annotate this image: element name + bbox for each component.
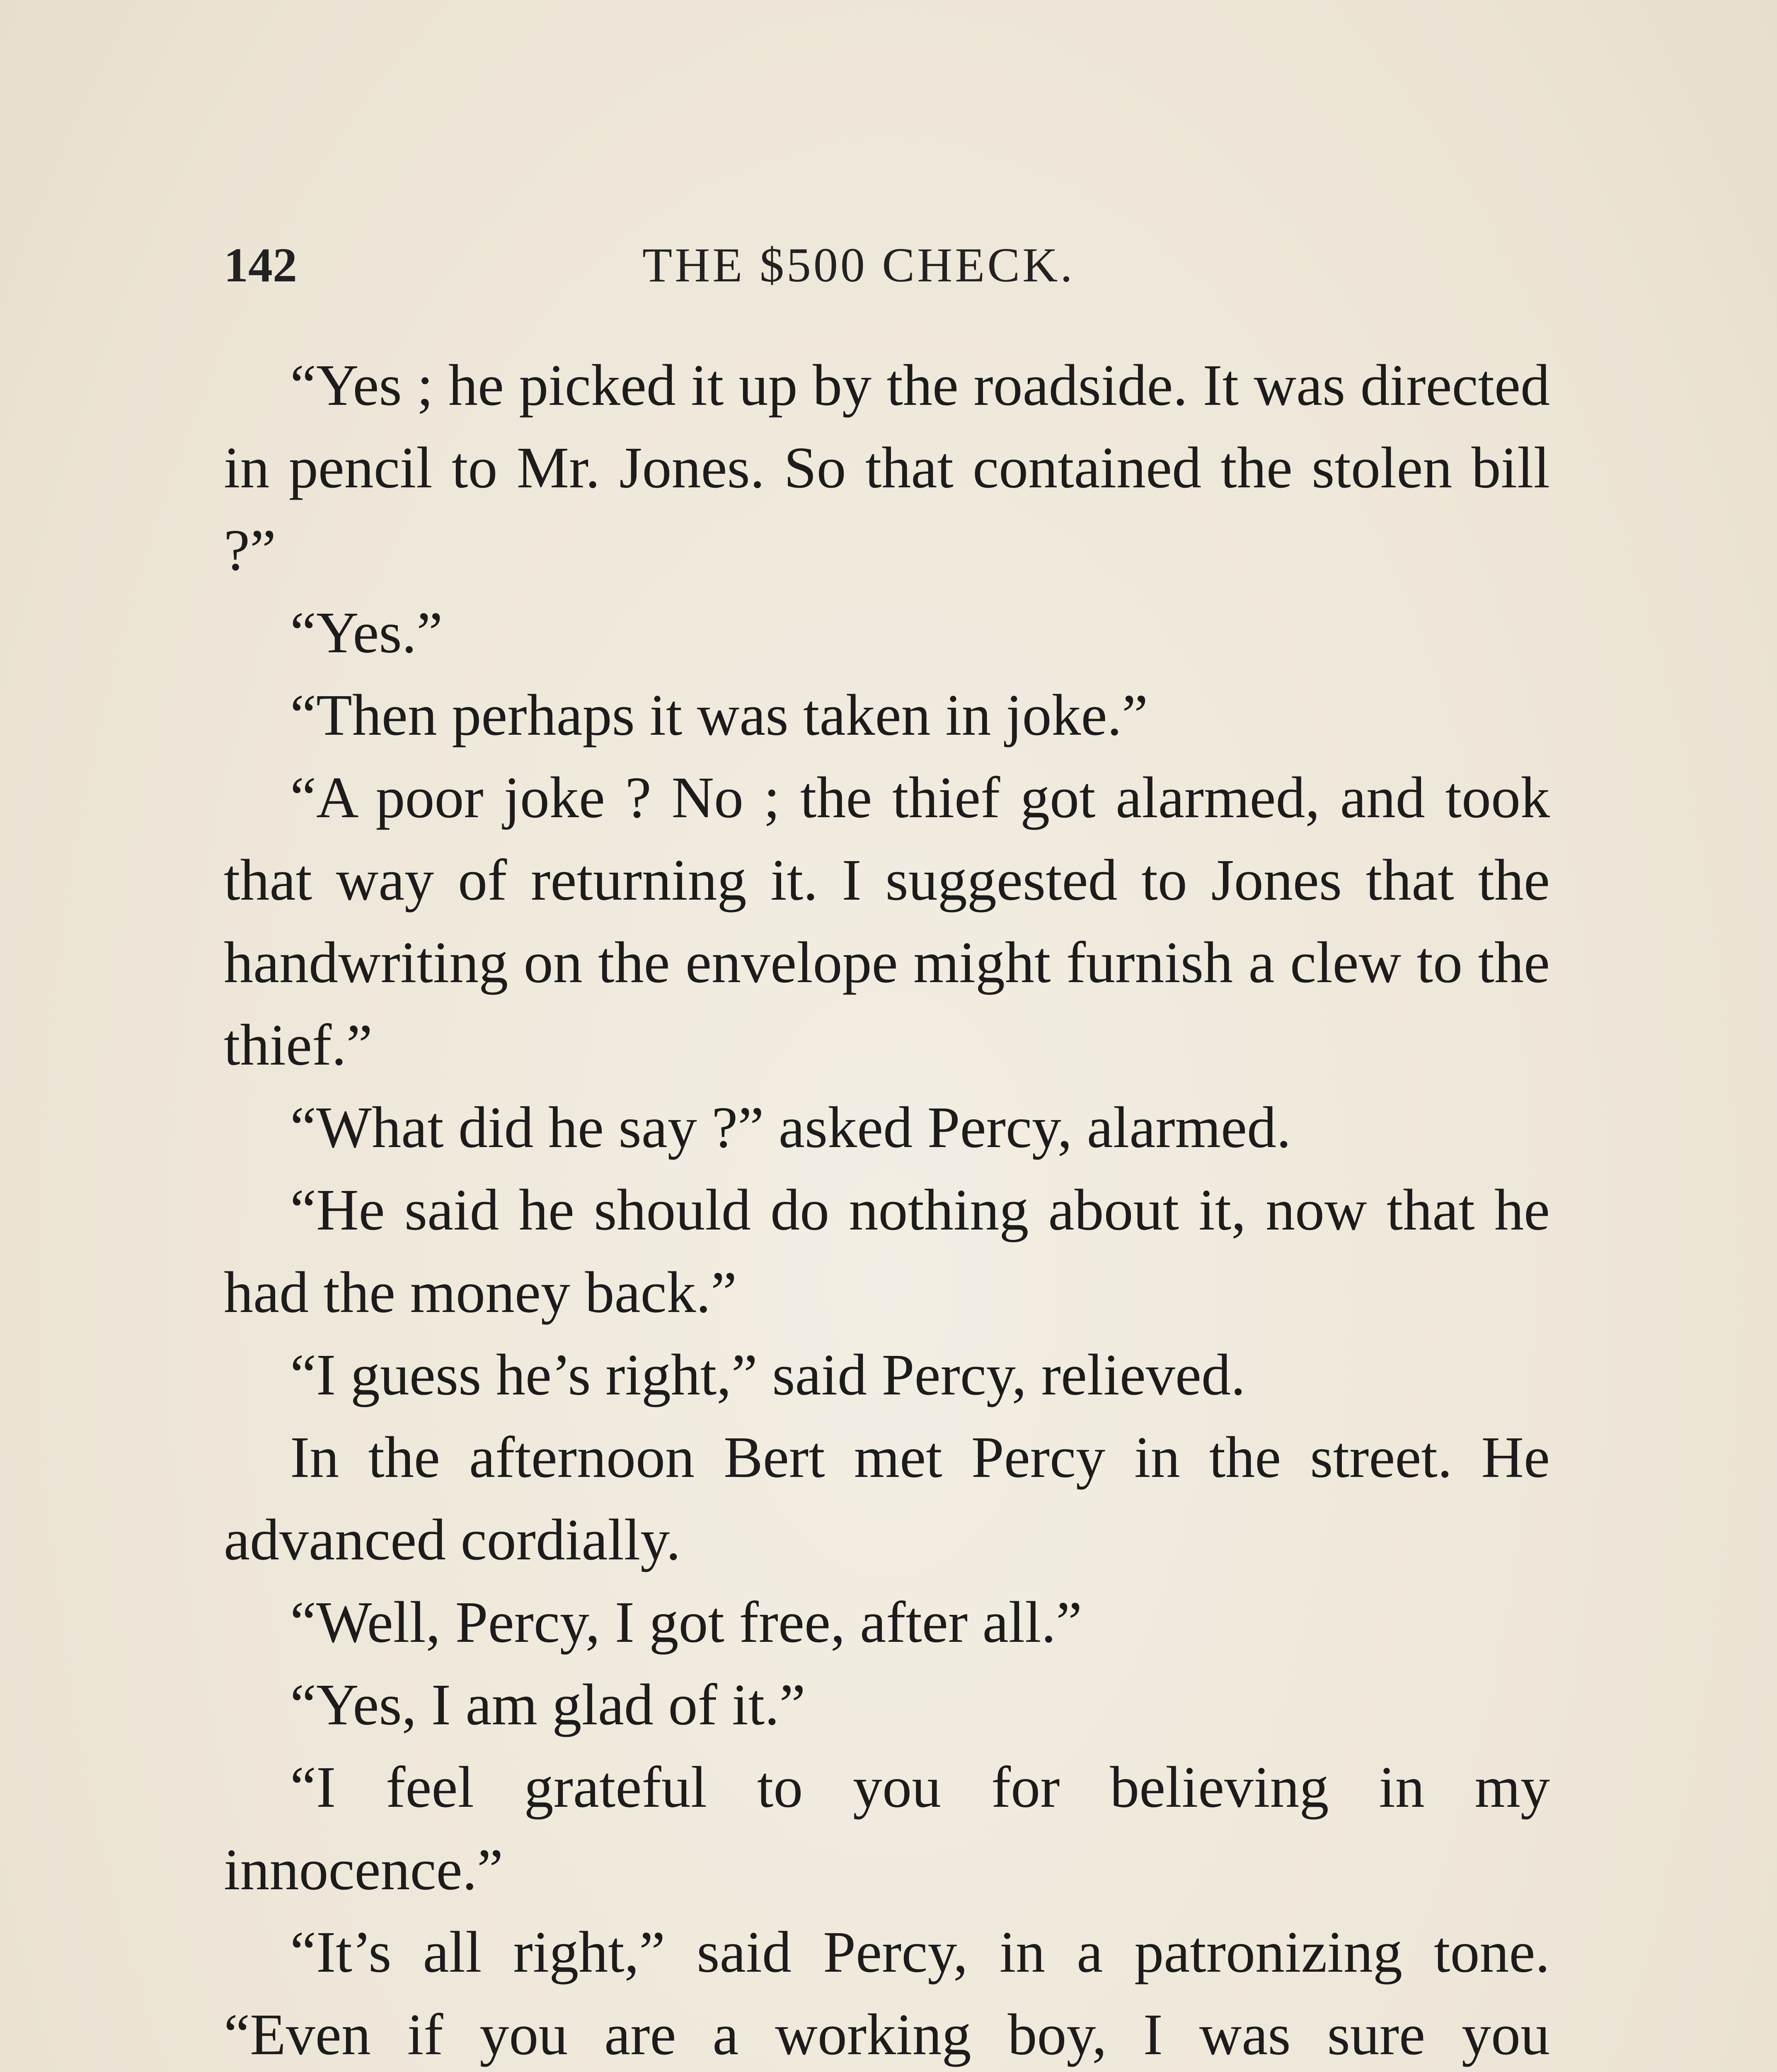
paragraph: “Yes, I am glad of it.” (290, 1672, 806, 1737)
paragraph: “Well, Percy, I got free, after all.” (290, 1589, 1082, 1655)
paragraph: “It’s all right,” said Percy, in a patronizing tone. “Even if you are a working boy, I was sure you (224, 1919, 1550, 2067)
paragraph: “I guess he’s right,” said Percy, relieved. (290, 1342, 1246, 1407)
paragraph: “Yes ; he picked it up by the roadside. It was directed in pencil to Mr. Jones. So that contained the stolen bill ?” (224, 352, 1550, 583)
paragraph: “What did he say ?” asked Percy, alarmed. (290, 1094, 1291, 1160)
running-title: THE $500 CHECK. (642, 238, 1075, 292)
paragraph: “He said he should do nothing about it, now that he had the money back.” (224, 1177, 1550, 1325)
paragraph: “Yes.” (290, 600, 443, 665)
paragraph: “Then perhaps it was taken in joke.” (290, 682, 1148, 748)
body-text (224, 344, 1550, 2072)
page-number: 142 (224, 238, 297, 292)
paragraph: “A poor joke ? No ; the thief got alarmed, and took that way of returning it. I suggested to Jones that the handwriting on the envelope might furnish a clew to the thief.” (224, 765, 1550, 1077)
paragraph: In the afternoon Bert met Percy in the street. He advanced cordially. (224, 1424, 1550, 1572)
paragraph: “I feel grateful to you for believing in my innocence.” (224, 1754, 1550, 1902)
running-head (224, 232, 1550, 298)
